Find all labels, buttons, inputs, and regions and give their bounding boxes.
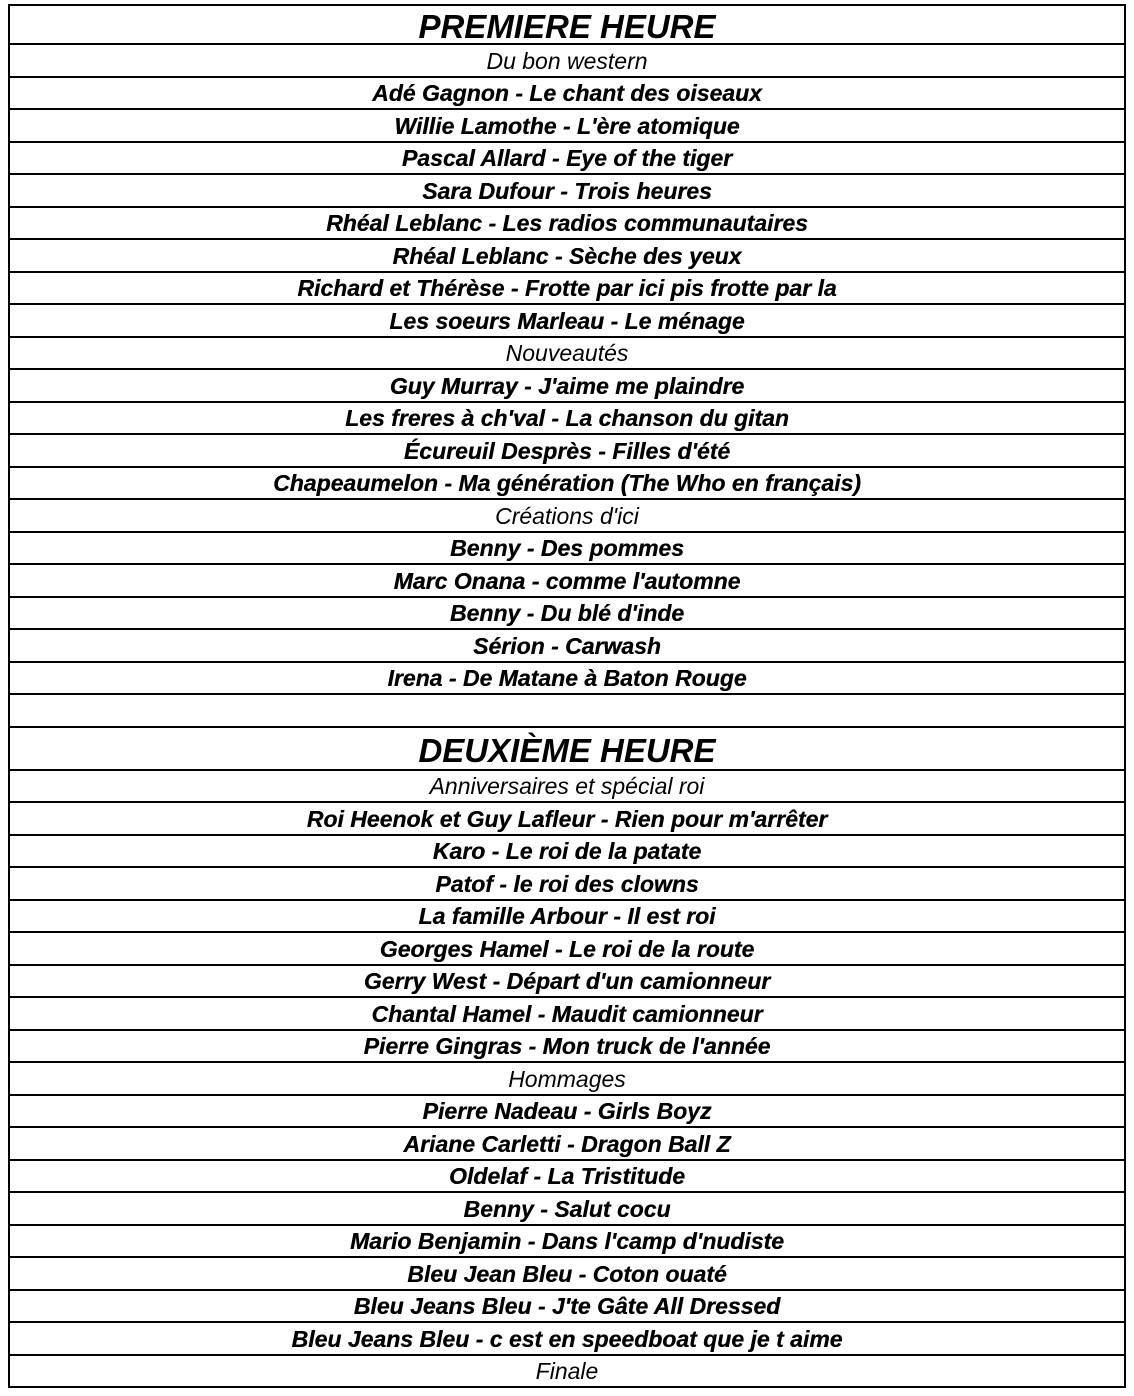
song-row: Benny - Salut cocu [10,1193,1124,1226]
hour-heading: PREMIERE HEURE [10,4,1124,45]
song-row: Adé Gagnon - Le chant des oiseaux [10,78,1124,111]
song-row: Les freres à ch'val - La chanson du gitan [10,403,1124,436]
song-row: Rhéal Leblanc - Les radios communautaires [10,208,1124,241]
song-row: Les soeurs Marleau - Le ménage [10,305,1124,338]
song-row: Écureuil Desprès - Filles d'été [10,435,1124,468]
section-label: Hommages [10,1063,1124,1096]
section-label: Créations d'ici [10,500,1124,533]
playlist-table [8,4,1126,1388]
song-row: Chantal Hamel - Maudit camionneur [10,998,1124,1031]
song-row: Chapeaumelon - Ma génération (The Who en français) [10,468,1124,501]
song-row: Benny - Du blé d'inde [10,598,1124,631]
song-row: Georges Hamel - Le roi de la route [10,933,1124,966]
song-row: Patof - le roi des clowns [10,868,1124,901]
song-row: Bleu Jean Bleu - Coton ouaté [10,1258,1124,1291]
song-row: Pascal Allard - Eye of the tiger [10,143,1124,176]
section-label: Finale [10,1356,1124,1389]
song-row: Benny - Des pommes [10,533,1124,566]
section-label: Nouveautés [10,338,1124,371]
song-row: Guy Murray - J'aime me plaindre [10,370,1124,403]
song-row: La famille Arbour - Il est roi [10,901,1124,934]
song-row: Sara Dufour - Trois heures [10,175,1124,208]
song-row: Richard et Thérèse - Frotte par ici pis frotte par la [10,273,1124,306]
section-label: Du bon western [10,45,1124,78]
song-row: Marc Onana - comme l'automne [10,565,1124,598]
song-row: Gerry West - Départ d'un camionneur [10,966,1124,999]
song-row: Ariane Carletti - Dragon Ball Z [10,1128,1124,1161]
song-row: Oldelaf - La Tristitude [10,1161,1124,1194]
song-row: Pierre Gingras - Mon truck de l'année [10,1031,1124,1064]
song-row: Sérion - Carwash [10,630,1124,663]
song-row: Pierre Nadeau - Girls Boyz [10,1096,1124,1129]
song-row: Irena - De Matane à Baton Rouge [10,663,1124,696]
song-row: Roi Heenok et Guy Lafleur - Rien pour m'arrêter [10,803,1124,836]
song-row: Mario Benjamin - Dans l'camp d'nudiste [10,1226,1124,1259]
song-row: Bleu Jeans Bleu - J'te Gâte All Dressed [10,1291,1124,1324]
song-row: Bleu Jeans Bleu - c est en speedboat que je t aime [10,1323,1124,1356]
song-row: Rhéal Leblanc - Sèche des yeux [10,240,1124,273]
section-label: Anniversaires et spécial roi [10,771,1124,804]
song-row: Karo - Le roi de la patate [10,836,1124,869]
hour-heading: DEUXIÈME HEURE [10,728,1124,771]
blank-row [10,695,1124,728]
song-row: Willie Lamothe - L'ère atomique [10,110,1124,143]
